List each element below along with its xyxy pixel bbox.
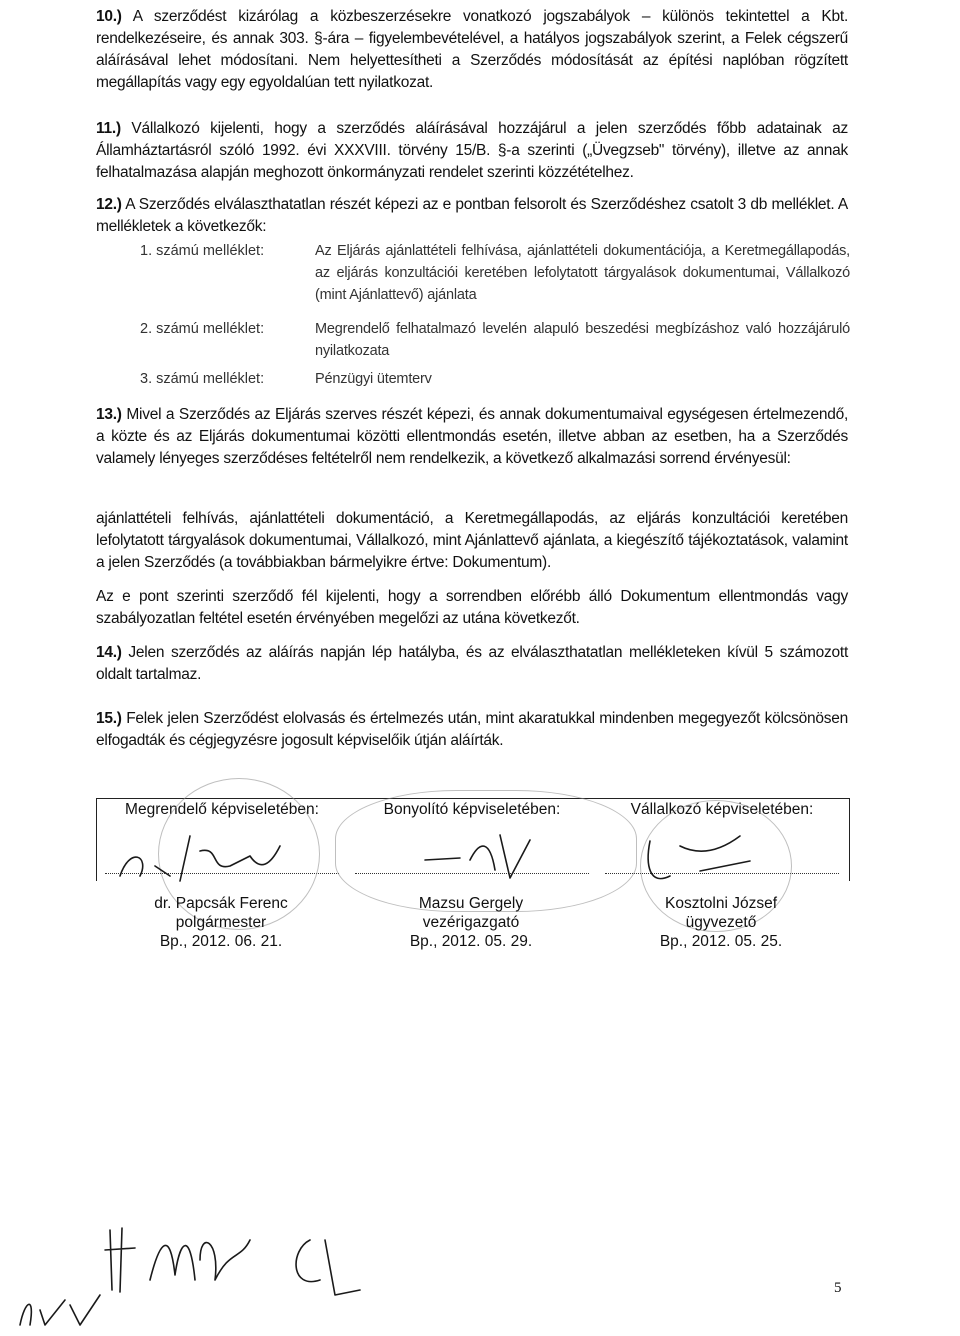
- annex-text: Pénzügyi ütemterv: [315, 371, 432, 387]
- signature-date: Bp., 2012. 05. 29.: [409, 933, 533, 950]
- paragraph-13-order: [96, 508, 848, 574]
- signatory-title: ügyvezető: [685, 914, 757, 931]
- annex-item-1: [140, 240, 848, 308]
- paragraph-number: 13.): [96, 406, 122, 423]
- paragraph-13-precedence: [96, 586, 848, 630]
- paragraph-number: 10.): [96, 8, 122, 25]
- signature-scribble-contractor: [640, 826, 760, 886]
- paragraph-15: [96, 708, 848, 752]
- paragraph-number: 11.): [96, 120, 121, 137]
- signatory-contractor: [596, 894, 846, 951]
- signatory-name: Kosztolni József: [665, 895, 777, 912]
- signature-scribble-client: [110, 826, 340, 886]
- signature-header: Vállalkozó képviseletében:: [630, 801, 814, 818]
- signatory-manager: [346, 894, 596, 951]
- paragraph-text: A szerződést kizárólag a közbeszerzésekre vonatkozó jogszabályok – különös tekintettel a Kbt. rendelkezéseire, és annak 303. §-ára – figyelembevételével, a hatályos jogszabályok szerint, a Felek cégszerű aláírásával lehet módosítani. Nem helyettesítheti a Szerződés módosítását az építési naplóban rögzített megállapítás vagy egy egyoldalúan tett nyilatkozat.: [96, 8, 848, 91]
- paragraph-text: Mivel a Szerződés az Eljárás szerves részét képezi, és annak dokumentumaival egységesen értelmezendő, a közte és az Eljárás dokumentumai közötti ellentmondás esetén, illetve abban az esetben, ha a Szerződés valamely lényeges szerződéses feltételről nem rendelkezik, a következő alkalmazási sorrend érvényesül:: [96, 406, 848, 467]
- paragraph-10: [96, 6, 848, 94]
- signatory-client: [96, 894, 346, 951]
- paragraph-text: Felek jelen Szerződést elolvasás és értelmezés után, mint akaratukkal mindenben megegyezőt kölcsönösen elfogadták és cégjegyzésre jogosult képviselőik útján aláírták.: [96, 710, 848, 749]
- annex-label: 1. számú melléklet:: [140, 243, 265, 259]
- annex-item-3: [140, 368, 848, 390]
- paragraph-13: [96, 404, 848, 470]
- signature-date: Bp., 2012. 06. 21.: [159, 933, 283, 950]
- signatory-title: vezérigazgató: [422, 914, 520, 931]
- signature-scribble-manager: [420, 830, 550, 880]
- paragraph-11: [96, 118, 848, 184]
- annex-label: 2. számú melléklet:: [140, 321, 265, 337]
- paragraph-text: Az e pont szerinti szerződő fél kijelenti, hogy a sorrendben előrébb álló Dokumentum ellentmondás vagy szabályozatlan feltétel esetén érvényében megelőzi az utána következőt.: [96, 588, 848, 627]
- initials-scribbles: [100, 1220, 400, 1310]
- annex-item-2: [140, 318, 848, 362]
- signature-date: Bp., 2012. 05. 25.: [659, 933, 783, 950]
- paragraph-14: [96, 642, 848, 686]
- signatory-name: Mazsu Gergely: [418, 895, 524, 912]
- page-number: 5: [834, 1280, 842, 1296]
- paragraph-text: ajánlattételi felhívás, ajánlattételi dokumentáció, a Keretmegállapodás, az eljárás konzultációi keretében lefolytatott tárgyalások dokumentumai, Vállalkozó, mint Ajánlattevő ajánlata, a kiegészítő tájékoztatások, valamint a jelen Szerződés (a továbbiakban bármelyikre értve: Dokumentum).: [96, 510, 848, 571]
- corner-initials: [10, 1290, 110, 1330]
- paragraph-text: Jelen szerződés az aláírás napján lép hatályba, és az elválaszthatatlan mellékleteken kívül 5 számozott oldalt tartalmaz.: [96, 644, 848, 683]
- paragraph-text: A Szerződés elválaszthatatlan részét képezi az e pontban felsorolt és Szerződéshez csatolt 3 db melléklet. A mellékletek a következők:: [96, 196, 848, 235]
- paragraph-12: [96, 194, 848, 238]
- paragraph-number: 12.): [96, 196, 122, 213]
- annex-label: 3. számú melléklet:: [140, 371, 265, 387]
- annex-text: Megrendelő felhatalmazó levelén alapuló beszedési megbízáshoz való hozzájáruló nyilatkozata: [315, 321, 850, 359]
- paragraph-number: 15.): [96, 710, 122, 727]
- paragraph-number: 14.): [96, 644, 122, 661]
- signatory-name: dr. Papcsák Ferenc: [154, 895, 288, 912]
- paragraph-text: Vállalkozó kijelenti, hogy a szerződés aláírásával hozzájárul a jelen szerződés főbb adatainak az Államháztartásról szóló 1992. évi XXXVIII. törvény 15/B. §-a szerinti („Üvegzseb" törvény), illetve az annak felhatalmazása alapján meghozott önkormányzati rendelet szerinti közzétételhez.: [96, 120, 848, 181]
- signature-header: Megrendelő képviseletében:: [125, 801, 319, 818]
- signature-header: Bonyolító képviseletében:: [383, 801, 561, 818]
- signatory-title: polgármester: [175, 914, 267, 931]
- annex-text: Az Eljárás ajánlattételi felhívása, ajánlattételi dokumentációja, a Keretmegállapodás, az eljárás konzultációi keretében lefolytatott tárgyalások dokumentumai, Vállalkozó (mint Ajánlattevő) ajánlata: [315, 243, 850, 303]
